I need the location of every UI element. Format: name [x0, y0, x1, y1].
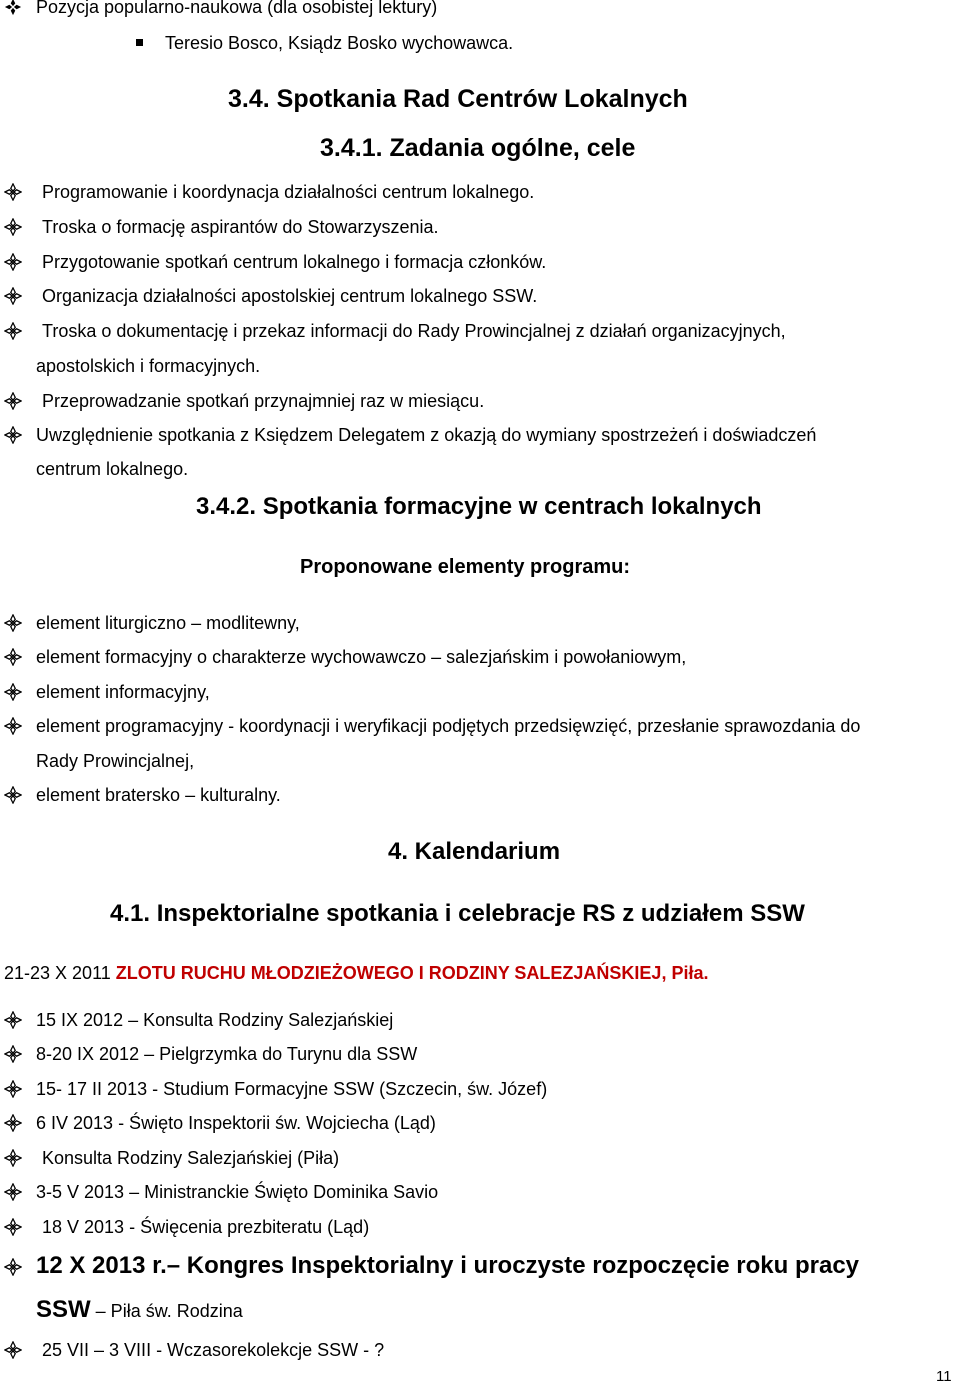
- event-date: 21-23 X 2011: [4, 963, 116, 983]
- item-text: Troska o formację aspirantów do Stowarzyszenia.: [42, 217, 439, 237]
- diamond-bullet-icon: [4, 181, 26, 203]
- page-number: 11: [936, 1368, 952, 1385]
- location-text: – Piła św. Rodzina: [90, 1301, 243, 1321]
- program-subtitle: Proponowane elementy programu:: [300, 556, 631, 578]
- diamond-bullet-icon: [4, 646, 26, 668]
- item-text: Uwzględnienie spotkania z Księdzem Delegatem z okazją do wymiany spostrzeżeń i doświadczeń: [36, 425, 817, 445]
- diamond-bullet-icon: [4, 681, 26, 703]
- item-text: 25 VII – 3 VIII - Wczasorekolekcje SSW - ?: [42, 1340, 385, 1360]
- diamond-bullet-icon: [4, 1043, 26, 1065]
- section-heading: 3.4. Spotkania Rad Centrów Lokalnych: [228, 85, 688, 113]
- diamond-bullet-icon: [4, 390, 26, 412]
- sub-list-item: [136, 32, 513, 54]
- item-text: Troska o dokumentację i przekaz informacji do Rady Prowincjalnej z działań organizacyjnych,: [42, 321, 786, 341]
- diamond-bullet-icon: [4, 784, 26, 806]
- diamond-bullet-icon: [4, 251, 26, 273]
- diamond-bullet-icon: [4, 1216, 26, 1238]
- diamond-bullet-icon: [4, 1339, 26, 1361]
- subsection-heading: 3.4.2. Spotkania formacyjne w centrach lokalnych: [196, 493, 762, 520]
- item-text: element informacyjny,: [36, 682, 210, 702]
- diamond-bullet-icon: [4, 1112, 26, 1134]
- square-bullet-icon: [136, 39, 143, 46]
- item-text: element bratersko – kulturalny.: [36, 785, 281, 805]
- diamond-bullet-icon: [4, 0, 26, 18]
- diamond-bullet-icon: [4, 216, 26, 238]
- subsection-heading: 3.4.1. Zadania ogólne, cele: [320, 134, 636, 162]
- diamond-bullet-icon: [4, 1256, 26, 1278]
- item-continuation: apostolskich i formacyjnych.: [36, 356, 261, 376]
- item-text: Przeprowadzanie spotkań przynajmniej raz w miesiącu.: [42, 391, 485, 411]
- event-line: [4, 962, 708, 984]
- item-text: 6 IV 2013 - Święto Inspektorii św. Wojciecha (Ląd): [36, 1113, 436, 1133]
- diamond-bullet-icon: [4, 1078, 26, 1100]
- item-text: 15- 17 II 2013 - Studium Formacyjne SSW (Szczecin, św. Józef): [36, 1079, 548, 1099]
- item-text: Teresio Bosco, Ksiądz Bosko wychowawca.: [165, 33, 514, 53]
- diamond-bullet-icon: [4, 612, 26, 634]
- item-text: 12 X 2013 r.– Kongres Inspektorialny i uroczyste rozpoczęcie roku pracy: [36, 1252, 860, 1279]
- item-continuation: Rady Prowincjalnej,: [36, 751, 195, 771]
- item-text: Przygotowanie spotkań centrum lokalnego i formacja członków.: [42, 252, 547, 272]
- diamond-bullet-icon: [4, 424, 26, 446]
- subsection-heading: 4.1. Inspektorialne spotkania i celebracje RS z udziałem SSW: [110, 900, 805, 927]
- event-title: ZLOTU RUCHU MŁODZIEŻOWEGO I RODZINY SALEZJAŃSKIEJ, Piła.: [115, 963, 709, 983]
- item-text: 15 IX 2012 – Konsulta Rodziny Salezjańskiej: [36, 1010, 394, 1030]
- item-text: Organizacja działalności apostolskiej centrum lokalnego SSW.: [42, 286, 538, 306]
- diamond-bullet-icon: [4, 1009, 26, 1031]
- item-continuation: centrum lokalnego.: [36, 459, 189, 479]
- diamond-bullet-icon: [4, 1147, 26, 1169]
- item-text: Programowanie i koordynacja działalności centrum lokalnego.: [42, 182, 535, 202]
- item-text: 3-5 V 2013 – Ministranckie Święto Dominika Savio: [36, 1182, 439, 1202]
- item-text: element liturgiczno – modlitewny,: [36, 613, 300, 633]
- ssw-label: SSW: [36, 1296, 91, 1323]
- item-continuation: [36, 1296, 243, 1325]
- item-text: 18 V 2013 - Święcenia prezbiteratu (Ląd): [42, 1217, 370, 1237]
- item-text: Pozycja popularno-naukowa (dla osobistej lektury): [36, 0, 438, 17]
- item-text: element programacyjny - koordynacji i weryfikacji podjętych przedsięwzięć, przesłanie sprawozdania do: [36, 716, 861, 736]
- diamond-bullet-icon: [4, 285, 26, 307]
- item-text: Konsulta Rodziny Salezjańskiej (Piła): [42, 1148, 340, 1168]
- section-heading: 4. Kalendarium: [388, 838, 561, 865]
- item-text: element formacyjny o charakterze wychowawczo – salezjańskim i powołaniowym,: [36, 647, 687, 667]
- diamond-bullet-icon: [4, 320, 26, 342]
- item-text: 8-20 IX 2012 – Pielgrzymka do Turynu dla SSW: [36, 1044, 418, 1064]
- diamond-bullet-icon: [4, 715, 26, 737]
- diamond-bullet-icon: [4, 1181, 26, 1203]
